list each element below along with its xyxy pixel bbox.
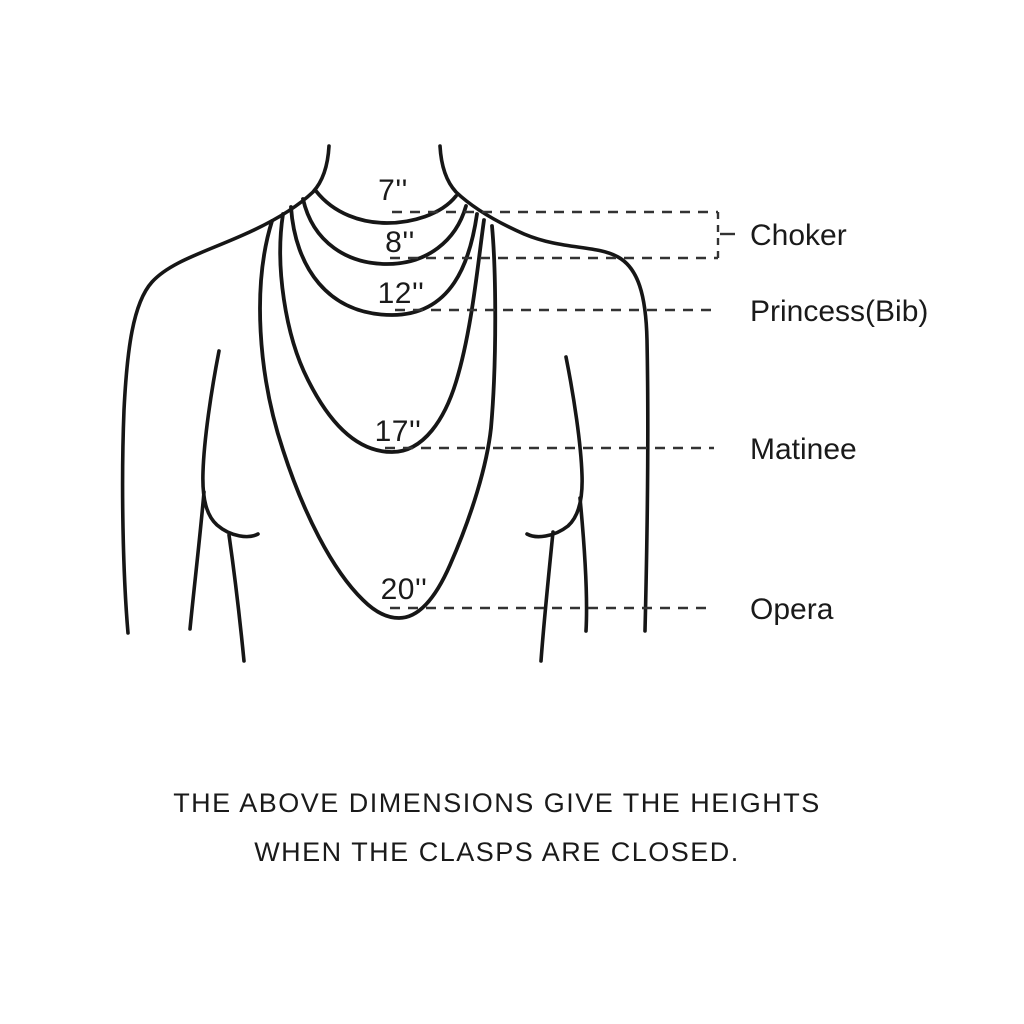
leader-lines [385,212,735,608]
size-labels [375,174,428,606]
caption-line-1: THE ABOVE DIMENSIONS GIVE THE HEIGHTS [173,788,821,818]
size-label-20in: 20'' [380,573,428,606]
size-label-8in: 8'' [385,226,415,259]
style-name-labels [750,219,928,626]
right-underbust-line [541,532,553,661]
size-label-17in: 17'' [374,415,422,448]
right-torso-side-line [580,498,587,631]
caption [173,788,821,867]
left-torso-side-line [190,492,204,629]
caption-line-2: WHEN THE CLASPS ARE CLOSED. [254,837,740,867]
label-choker: Choker [750,219,847,252]
left-neck-shoulder-arm-line [123,146,329,633]
label-matinee: Matinee [750,433,857,466]
right-neck-shoulder-arm-line [440,146,648,631]
size-label-12in: 12'' [377,277,425,310]
left-underbust-line [229,535,244,661]
label-princess-bib: Princess(Bib) [750,295,929,328]
size-label-7in: 7'' [378,174,408,207]
right-armpit-breast-line [527,357,582,537]
left-armpit-breast-line [203,351,258,537]
label-opera: Opera [750,593,834,626]
necklace-chains [260,191,495,618]
